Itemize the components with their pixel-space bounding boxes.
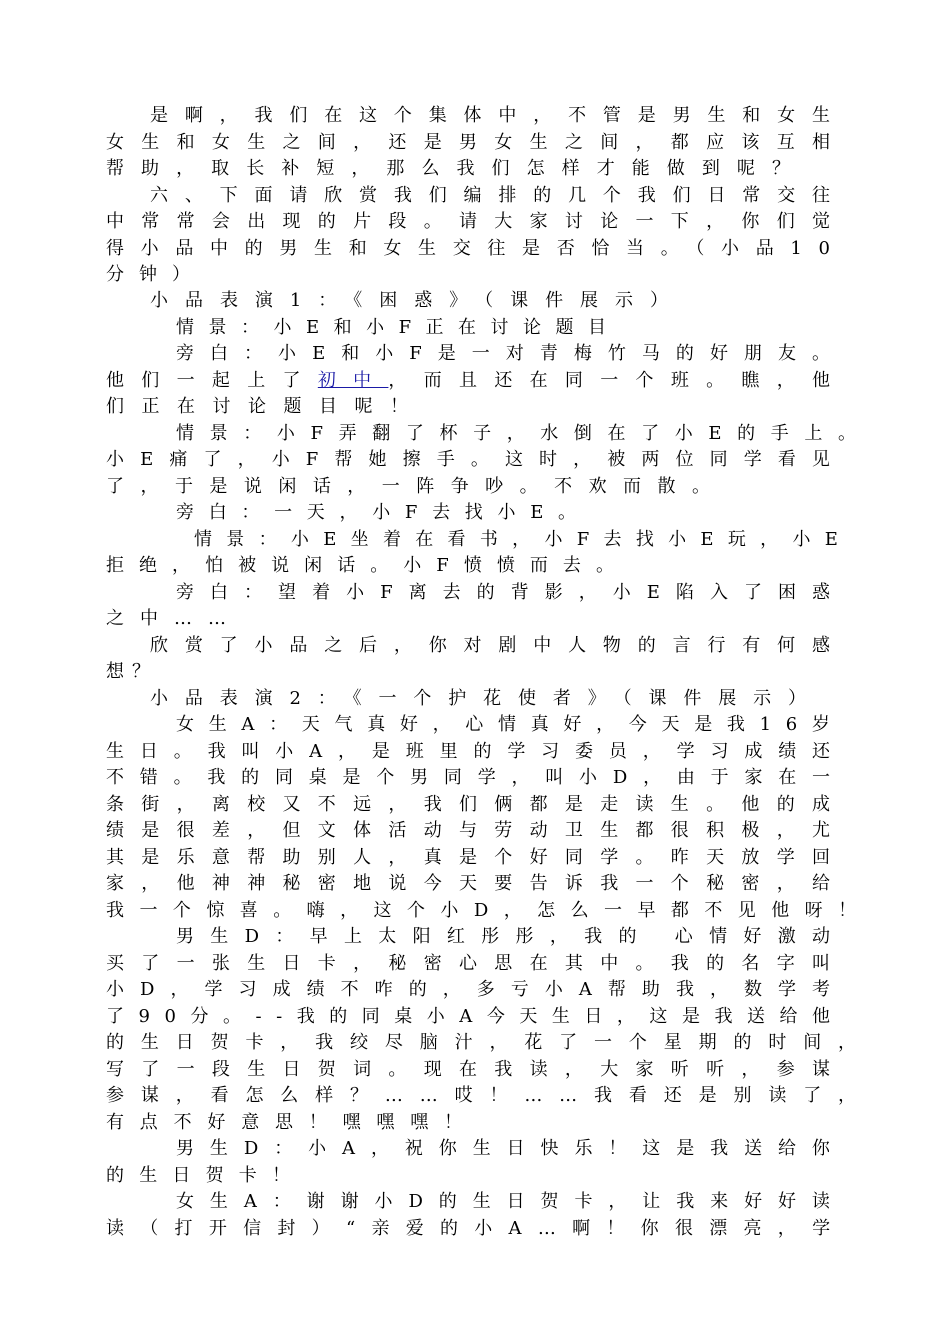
text-line — [106, 845, 847, 871]
line-text: 欣赏了小品之后，你对剧中人物的言行有何感 — [150, 635, 847, 656]
line-text: ，而且还在同一个班。瞧，他 — [388, 370, 848, 391]
line-text: 们正在讨论题目呢！ — [106, 396, 426, 417]
line-text: 得小品中的男生和女生交往是否恰当。（小品10 — [106, 238, 847, 259]
line-text: 女生A：谢谢小D的生日贺卡，让我来好好读 — [176, 1191, 846, 1212]
line-text: 拒绝，怕被说闲话。小F愤愤而去。 — [106, 555, 629, 576]
line-text: 旁白：小E和小F是一对青梅竹马的好朋友。 — [176, 343, 847, 364]
line-text: 想？ — [106, 661, 158, 682]
text-line — [150, 103, 847, 129]
line-text: 买了一张生日卡，秘密心思在其中。我的名字叫 — [106, 953, 848, 974]
text-line — [176, 1189, 846, 1215]
text-line — [150, 686, 823, 712]
line-text: 小品表演1：《困惑》（课件展示） — [150, 290, 685, 311]
text-line — [106, 368, 847, 394]
line-text: 绩是很差，但文体活动与劳动卫生都很积极，尤 — [106, 820, 848, 841]
line-text: 分钟） — [106, 264, 205, 285]
text-line — [106, 977, 846, 1003]
text-line — [150, 633, 847, 659]
text-line — [106, 606, 242, 632]
text-line — [106, 130, 847, 156]
text-line — [106, 792, 847, 818]
text-line — [150, 288, 685, 314]
text-line — [106, 1110, 478, 1136]
line-text: 小品表演2：《一个护花使者》（课件展示） — [150, 688, 823, 709]
text-line — [106, 739, 846, 765]
text-line — [106, 447, 846, 473]
line-text: 的生日贺卡！ — [106, 1165, 306, 1186]
line-text: 女生A：天气真好，心情真好，今天是我16岁 — [176, 714, 845, 735]
text-line — [106, 659, 158, 685]
text-line — [106, 262, 205, 288]
line-text: 条街，离校又不远，我们俩都是走读生。他的成 — [106, 794, 848, 815]
text-line — [106, 209, 847, 235]
line-text: 男生D：早上太阳红彤彤，我的 心情好激动 — [176, 926, 847, 947]
line-text: 有点不好意思！嘿嘿嘿！ — [106, 1112, 478, 1133]
line-text: 帮助，取长补短，那么我们怎样才能做到呢？ — [106, 158, 807, 179]
line-text: 小D，学习成绩不咋的，多亏小A帮助我，数学考 — [106, 979, 847, 1000]
line-text: 六、下面请欣赏我们编排的几个我们日常交往 — [150, 185, 847, 206]
text-line — [176, 580, 846, 606]
text-line — [194, 527, 852, 553]
line-text: 写了一段生日贺词。现在我读，大家听听，参谋 — [106, 1059, 848, 1080]
text-line — [106, 394, 426, 420]
line-text: 生日。我叫小A，是班里的学习委员，学习成绩还 — [106, 741, 846, 762]
link-chuzhong[interactable]: 初中 — [317, 370, 389, 391]
text-line — [106, 951, 847, 977]
line-text: 情景：小E坐着在看书，小F去找小E玩，小E — [194, 529, 853, 550]
line-text: 小E痛了，小F帮她擦手。这时，被两位同学看见 — [106, 449, 847, 470]
text-line — [106, 818, 847, 844]
line-text: 情景：小F弄翻了杯子，水倒在了小E的手上。 — [176, 423, 872, 444]
text-line — [176, 421, 872, 447]
text-line — [106, 156, 807, 182]
text-line — [106, 474, 726, 500]
text-line — [106, 1083, 873, 1109]
line-text: 是啊，我们在这个集体中，不管是男生和女生 — [150, 105, 847, 126]
text-line — [106, 1216, 846, 1242]
line-text: 家，他神神秘密地说今天要告诉我一个秘密，给 — [106, 873, 848, 894]
line-text: 读（打开信封）“亲爱的小A…啊！你很漂亮，学 — [106, 1218, 847, 1239]
line-text: 中常常会出现的片段。请大家讨论一下，你们觉 — [106, 211, 848, 232]
line-text: 的生日贺卡，我绞尽脑汁，花了一个星期的时间， — [106, 1032, 873, 1053]
line-text: 男生D：小A，祝你生日快乐！这是我送给你 — [176, 1138, 846, 1159]
line-text: 其是乐意帮助别人，真是个好同学。昨天放学回 — [106, 847, 848, 868]
text-line — [176, 1136, 846, 1162]
text-line — [106, 871, 847, 897]
text-line — [106, 1004, 845, 1030]
line-text: 了，于是说闲话，一阵争吵。不欢而散。 — [106, 476, 727, 497]
line-text: 旁白：一天，小F去找小E。 — [176, 502, 591, 523]
text-line — [106, 898, 872, 924]
text-line — [106, 765, 846, 791]
line-text: 不错。我的同桌是个男同学，叫小D，由于家在一 — [106, 767, 846, 788]
text-line — [176, 500, 591, 526]
text-line — [106, 553, 629, 579]
text-line — [176, 712, 845, 738]
text-line — [106, 236, 847, 262]
text-line — [176, 341, 846, 367]
text-line — [176, 315, 621, 341]
line-text: 女生和女生之间，还是男女生之间，都应该互相 — [106, 132, 848, 153]
line-text: 之中…… — [106, 608, 242, 629]
line-text: 了90分。--我的同桌小A今天生日，这是我送给他 — [106, 1006, 845, 1027]
line-text: 我一个惊喜。嗨，这个小D，怎么一早都不见他呀！ — [106, 900, 872, 921]
line-text: 旁白：望着小F离去的背影，小E陷入了困惑 — [176, 582, 847, 603]
line-text: 情景：小E和小F正在讨论题目 — [176, 317, 621, 338]
line-text: 参谋，看怎么样？……哎！……我看还是别读了， — [106, 1085, 873, 1106]
text-line — [106, 1163, 305, 1189]
text-line — [176, 924, 846, 950]
text-line — [106, 1030, 873, 1056]
text-line — [150, 183, 847, 209]
line-text: 他们一起上了 — [106, 370, 318, 391]
text-line — [106, 1057, 847, 1083]
